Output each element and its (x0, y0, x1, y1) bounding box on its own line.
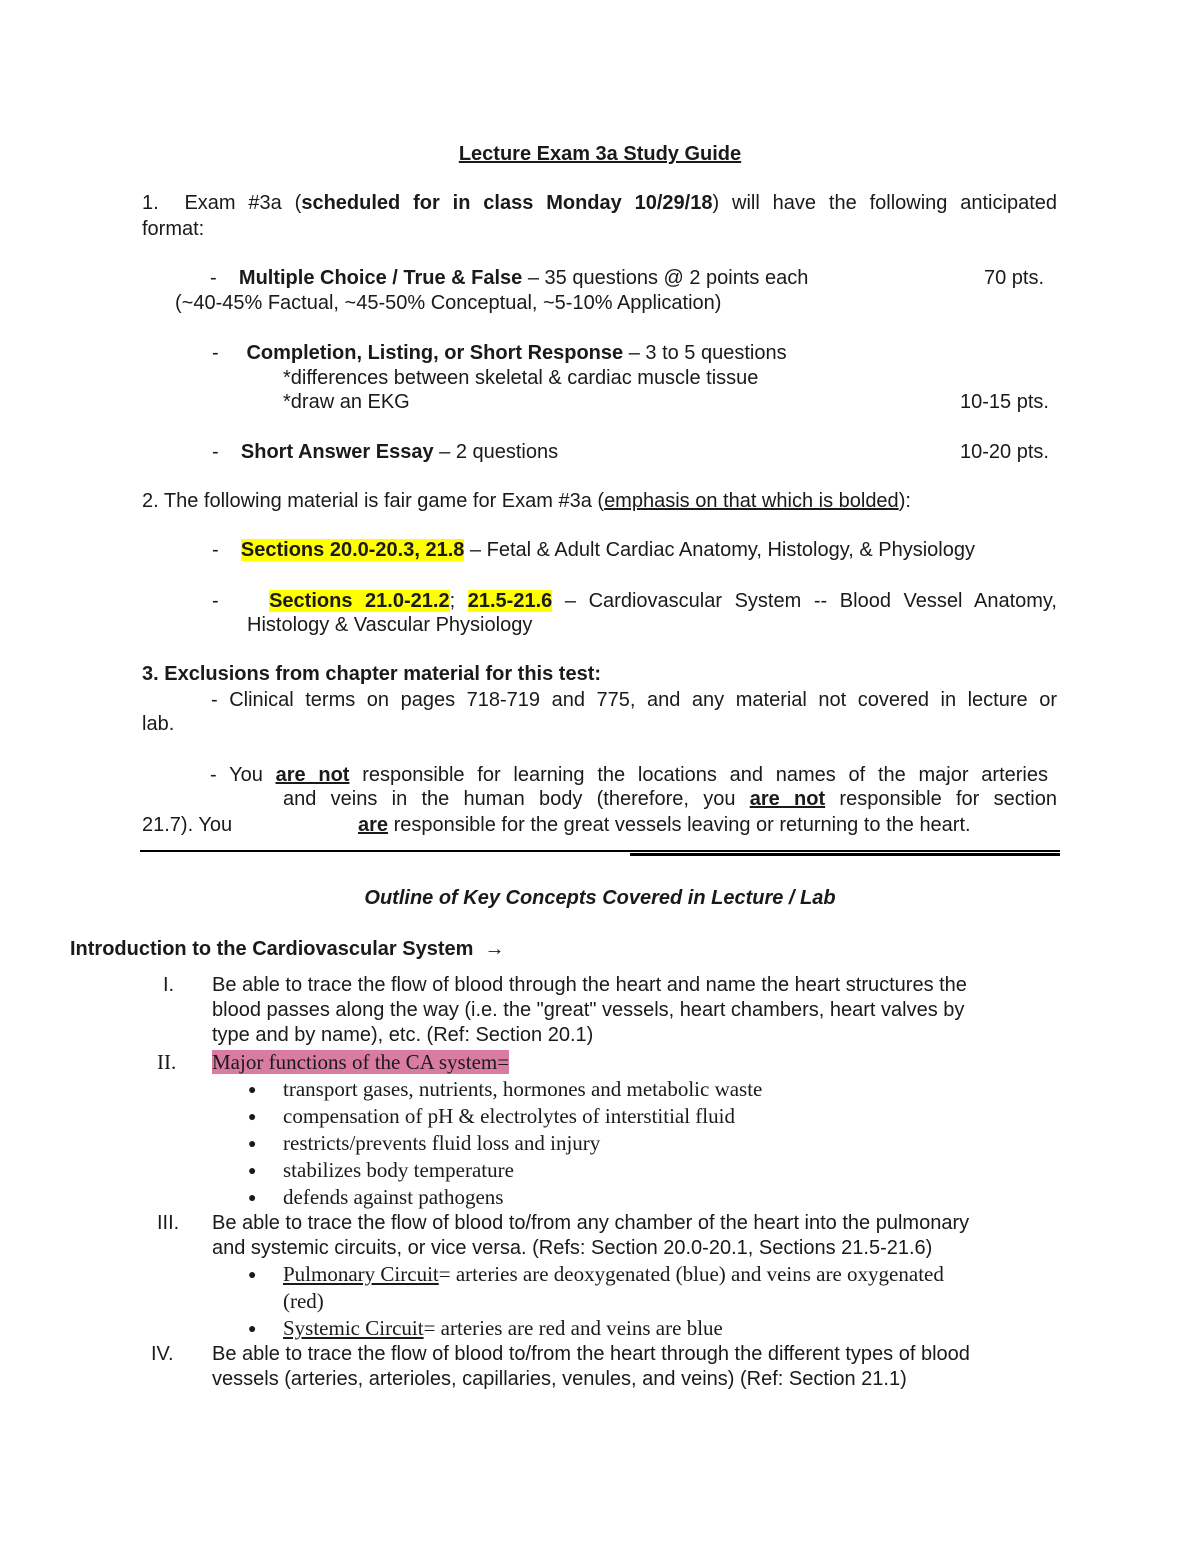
format-points: 10-15 pts. (960, 391, 1049, 413)
outline-label: Major functions of the CA system= (212, 1050, 510, 1074)
bullet-text: Systemic Circuit= arteries are red and veins are blue (283, 1316, 723, 1340)
exclusions-heading: 3. Exclusions from chapter material for this test: (142, 663, 602, 685)
bullet-icon: ● (248, 1162, 257, 1178)
bullet-icon: ● (248, 1108, 257, 1124)
outline-text: vessels (arteries, arterioles, capillaries, venules, and veins) (Ref: Section 21.1) (212, 1368, 907, 1390)
bullet-icon: ● (248, 1320, 257, 1336)
exclusion-line: and veins in the human body (therefore, you are not responsible for section (283, 788, 1057, 810)
format-points: 10-20 pts. (960, 441, 1049, 463)
exclusion-line: are responsible for the great vessels leaving or returning to the heart. (358, 814, 971, 836)
outline-num: II. (157, 1050, 177, 1074)
exclusion-line: lab. (142, 713, 175, 735)
outline-text: Be able to trace the flow of blood to/from the heart through the different types of blood (212, 1343, 970, 1365)
exclusion-line: - You are not responsible for learning the locations and names of the major arteries (210, 764, 1048, 786)
intro-heading: Introduction to the Cardiovascular System → (70, 938, 505, 960)
format-subitem: *draw an EKG (283, 391, 410, 413)
section-divider (630, 853, 1060, 856)
format-subitem: *differences between skeletal & cardiac muscle tissue (283, 367, 759, 389)
bullet-text: restricts/prevents fluid loss and injury (283, 1131, 601, 1155)
format-item-multiple-choice: - Multiple Choice / True & False – 35 questions @ 2 points each (210, 267, 809, 289)
format-item-completion: - Completion, Listing, or Short Response – 3 to 5 questions (212, 342, 787, 364)
outline-text: blood passes along the way (i.e. the "great" vessels, heart chambers, heart valves by (212, 999, 965, 1021)
section-item-cont: Histology & Vascular Physiology (247, 614, 533, 636)
bullet-text-cont: (red) (283, 1289, 324, 1313)
section-divider (140, 850, 1060, 852)
bullet-text: transport gases, nutrients, hormones and metabolic waste (283, 1077, 763, 1101)
outline-title: Outline of Key Concepts Covered in Lecture / Lab (364, 887, 836, 909)
bullet-icon: ● (248, 1189, 257, 1205)
bullet-text: stabilizes body temperature (283, 1158, 514, 1182)
section-item: - Sections 21.0-21.2; 21.5-21.6 – Cardiovascular System -- Blood Vessel Anatomy, (212, 590, 1057, 612)
format-breakdown: (~40-45% Factual, ~45-50% Conceptual, ~5-10% Application) (175, 292, 722, 314)
exam-format-intro-cont: format: (142, 218, 205, 240)
fair-game-intro: 2. The following material is fair game for Exam #3a (emphasis on that which is bolded): (142, 490, 911, 512)
bullet-text: compensation of pH & electrolytes of interstitial fluid (283, 1104, 735, 1128)
bullet-icon: ● (248, 1081, 257, 1097)
outline-num: IV. (151, 1343, 174, 1365)
outline-text: and systemic circuits, or vice versa. (Refs: Section 20.0-20.1, Sections 21.5-21.6) (212, 1237, 933, 1259)
exclusion-line: 21.7). You (142, 814, 233, 836)
bullet-icon: ● (248, 1266, 257, 1282)
outline-num: III. (157, 1212, 180, 1234)
exam-format-intro: 1. Exam #3a (scheduled for in class Monday 10/29/18) will have the following anticipated (142, 192, 1057, 214)
bullet-text: defends against pathogens (283, 1185, 504, 1209)
outline-text: type and by name), etc. (Ref: Section 20.1) (212, 1024, 594, 1046)
format-item-essay: - Short Answer Essay – 2 questions (212, 441, 559, 463)
page-title: Lecture Exam 3a Study Guide (458, 143, 742, 165)
bullet-text: Pulmonary Circuit= arteries are deoxygenated (blue) and veins are oxygenated (283, 1262, 944, 1286)
format-points: 70 pts. (984, 267, 1045, 289)
bullet-icon: ● (248, 1135, 257, 1151)
section-item: - Sections 20.0-20.3, 21.8 – Fetal & Adult Cardiac Anatomy, Histology, & Physiology (212, 539, 975, 561)
right-arrow-icon: → (484, 938, 505, 960)
outline-num: I. (163, 974, 175, 996)
exclusion-line: - Clinical terms on pages 718-719 and 775, and any material not covered in lecture or (211, 689, 1057, 711)
outline-text: Be able to trace the flow of blood to/from any chamber of the heart into the pulmonary (212, 1212, 970, 1234)
outline-text: Be able to trace the flow of blood through the heart and name the heart structures the (212, 974, 967, 996)
